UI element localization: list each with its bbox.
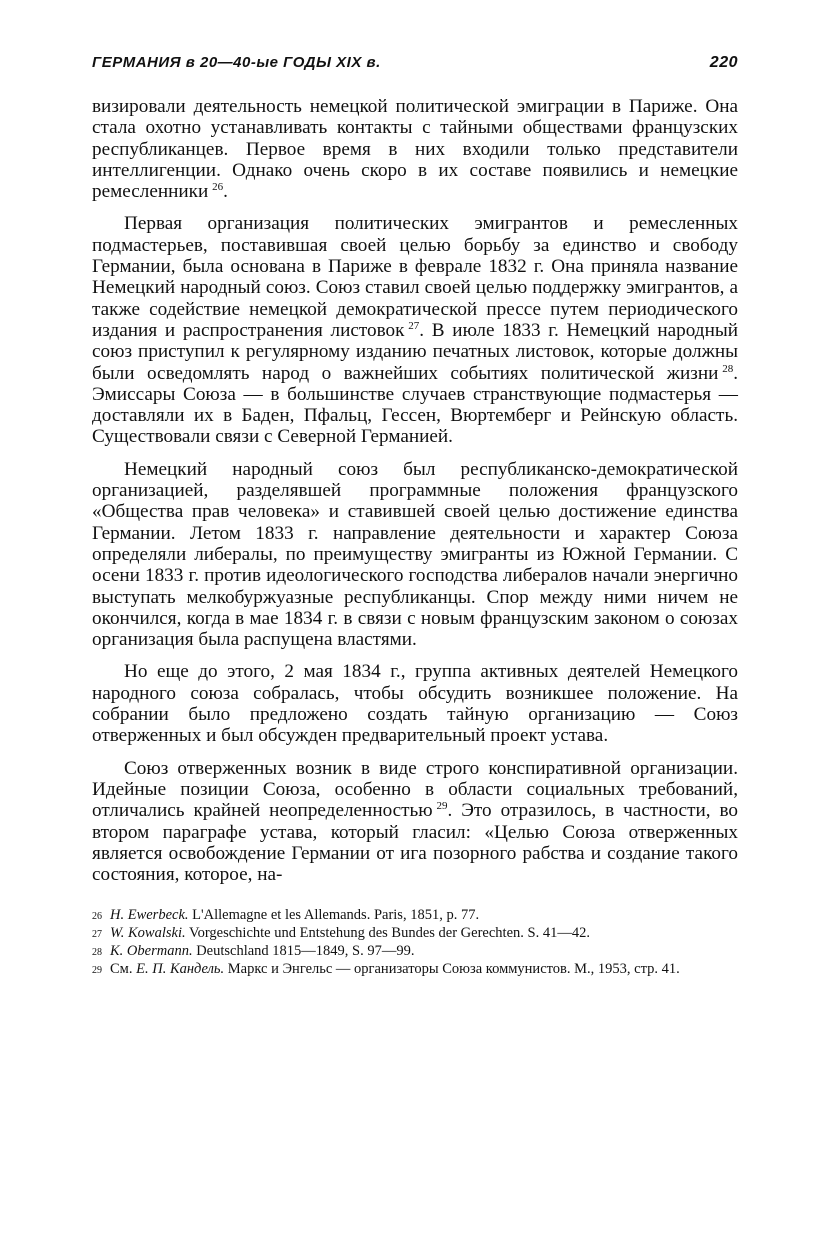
footnote: 27 W. Kowalski. Vorgeschichte und Entstehung des Bundes der Gerechten. S. 41—42.	[92, 925, 590, 942]
document-page	[92, 54, 738, 979]
running-title: ГЕРМАНИЯ в 20—40-ые ГОДЫ XIX в.	[92, 54, 381, 71]
footnote-ref: 28	[722, 362, 734, 375]
paragraph-5: Союз отверженных возник в виде строго конспиративной организации. Идейные позиции Союза, особенно в области социальных требований, отличались крайней неопределенностью $^{29}$. Это отразилось, в частности, во втором параграфе устава, который гласил: «Целью Союза отверженных является освобождение Германии от ига позорного рабства и создание такого состояния, которое, на-	[92, 757, 738, 886]
paragraph-2: Первая организация политических эмигрантов и ремесленных подмастерьев, поставившая своей целью борьбу за единство и свободу Германии, была основана в Париже в феврале 1832 г. Она приняла название Немецкий народный союз. Союз ставил своей целью поддержку эмигрантов, а также содействие немецкой демократической прессе путем периодического издания и распространения листовок $^{27}$. В июле 1833 г. Немецкий народный союз приступил к регулярному изданию печатных листовок, которые должны были осведомлять народ о важнейших событиях политической жизни $^{28}$. Эмиссары Союза — в большинстве случаев странствующие подмастерья — доставляли их в Баден, Пфальц, Гессен, Вюртемберг и Рейнскую область. Существовали связи с Северной Германией.	[92, 213, 738, 448]
paragraph-1: визировали деятельность немецкой политической эмиграции в Париже. Она стала охотно устанавливать контакты с тайными обществами французских республиканцев. Первое время в них входили только представители интеллигенции. Однако очень скоро в их составе появились и немецкие ремесленники $^{26}$.	[92, 96, 738, 203]
paragraph-3: Немецкий народный союз был республиканско-демократической организацией, разделявшей программные положения французского «Общества прав человека» и ставившей своей целью достижение единства Германии. Летом 1833 г. направление деятельности и характер Союза определяли либералы, по преимуществу эмигранты из Южной Германии. С осени 1833 г. против идеологического господства либералов начали энергично выступать мелкобуржуазные республиканцы. Спор между ними ничем не окончился, когда в мае 1834 г. в связи с новым французским законом о союзах организация была распущена властями.	[92, 458, 738, 651]
footnote-ref: 27	[408, 319, 420, 332]
body-text	[92, 96, 738, 885]
page-number: 220	[709, 54, 738, 71]
footnote-ref: 26	[212, 181, 224, 194]
footnote-ref: 29	[436, 800, 448, 813]
paragraph-4: Но еще до этого, 2 мая 1834 г., группа активных деятелей Немецкого народного союза собралась, чтобы обсудить возникшее положение. На собрании было предложено создать тайную организацию — Союз отверженных и был обсужден предварительный проект устава.	[92, 661, 738, 747]
running-header	[92, 54, 738, 72]
footnote: 28 K. Obermann. Deutschland 1815—1849, S. 97—99.	[92, 943, 415, 960]
footnote: 26 H. Ewerbeck. L'Allemagne et les Allemands. Paris, 1851, p. 77.	[92, 907, 480, 924]
footnote: 29 См. Е. П. Кандель. Маркс и Энгельс — организаторы Союза коммунистов. М., 1953, стр. 41.	[92, 961, 680, 978]
footnotes	[92, 907, 738, 979]
